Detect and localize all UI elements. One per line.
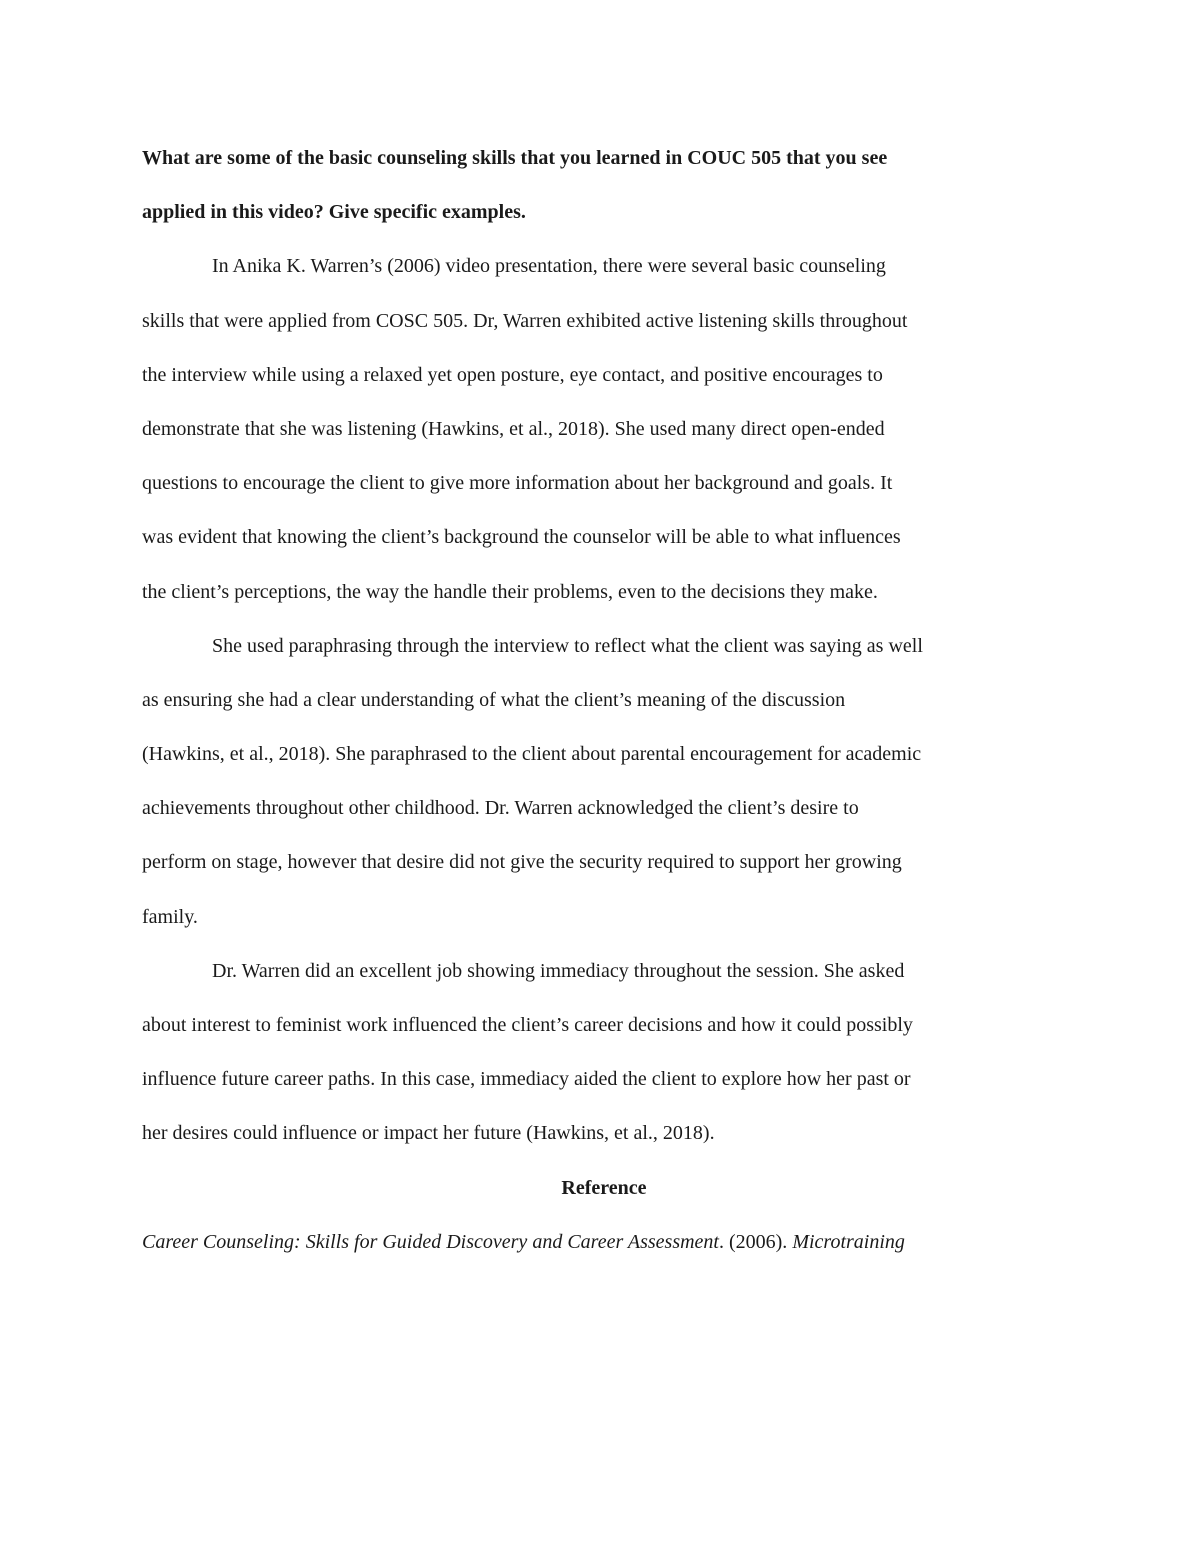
paragraph-line: the client’s perceptions, the way the handle their problems, even to the decisions they make. bbox=[142, 580, 878, 603]
paragraph-line: family. bbox=[142, 905, 198, 928]
reference-publisher: Microtraining bbox=[792, 1230, 905, 1253]
paragraph-line: as ensuring she had a clear understanding of what the client’s meaning of the discussion bbox=[142, 688, 846, 711]
paragraph-2 bbox=[142, 619, 1066, 944]
paragraph-line: was evident that knowing the client’s background the counselor will be able to what influences bbox=[142, 526, 901, 549]
question-line: What are some of the basic counseling skills that you learned in COUC 505 that you see bbox=[142, 147, 888, 169]
paragraph-line: skills that were applied from COSC 505. Dr, Warren exhibited active listening skills throughout bbox=[142, 309, 908, 332]
paragraph-line: Dr. Warren did an excellent job showing immediacy throughout the session. She asked bbox=[212, 959, 905, 982]
paragraph-3 bbox=[142, 944, 1066, 1161]
paragraph-line: She used paraphrasing through the interview to reflect what the client was saying as well bbox=[212, 634, 923, 657]
paragraph-line: the interview while using a relaxed yet open posture, eye contact, and positive encourages to bbox=[142, 363, 883, 386]
paragraph-line: about interest to feminist work influenced the client’s career decisions and how it could possibly bbox=[142, 1014, 913, 1036]
paragraph-line: questions to encourage the client to give more information about her background and goals. It bbox=[142, 472, 893, 495]
paragraph-line: influence future career paths. In this case, immediacy aided the client to explore how her past or bbox=[142, 1068, 911, 1091]
document-body bbox=[142, 131, 1066, 1269]
question-heading bbox=[142, 131, 1066, 239]
paragraph-line: achievements throughout other childhood. Dr. Warren acknowledged the client’s desire to bbox=[142, 797, 859, 820]
reference-heading: Reference bbox=[561, 1176, 647, 1199]
paragraph-line: In Anika K. Warren’s (2006) video presentation, there were several basic counseling bbox=[212, 255, 886, 278]
paragraph-line: her desires could influence or impact her future (Hawkins, et al., 2018). bbox=[142, 1122, 715, 1145]
question-line: applied in this video? Give specific examples. bbox=[142, 201, 526, 224]
reference-title: Career Counseling: Skills for Guided Discovery and Career Assessment bbox=[142, 1230, 719, 1253]
paragraph-line: perform on stage, however that desire did not give the security required to support her growing bbox=[142, 851, 902, 874]
paragraph-1 bbox=[142, 239, 1066, 618]
reference-year: . (2006). bbox=[718, 1230, 793, 1253]
paragraph-line: demonstrate that she was listening (Hawkins, et al., 2018). She used many direct open-ended bbox=[142, 417, 885, 440]
paragraph-line: (Hawkins, et al., 2018). She paraphrased to the client about parental encouragement for academic bbox=[142, 743, 922, 766]
reference-entry bbox=[142, 1215, 1066, 1269]
